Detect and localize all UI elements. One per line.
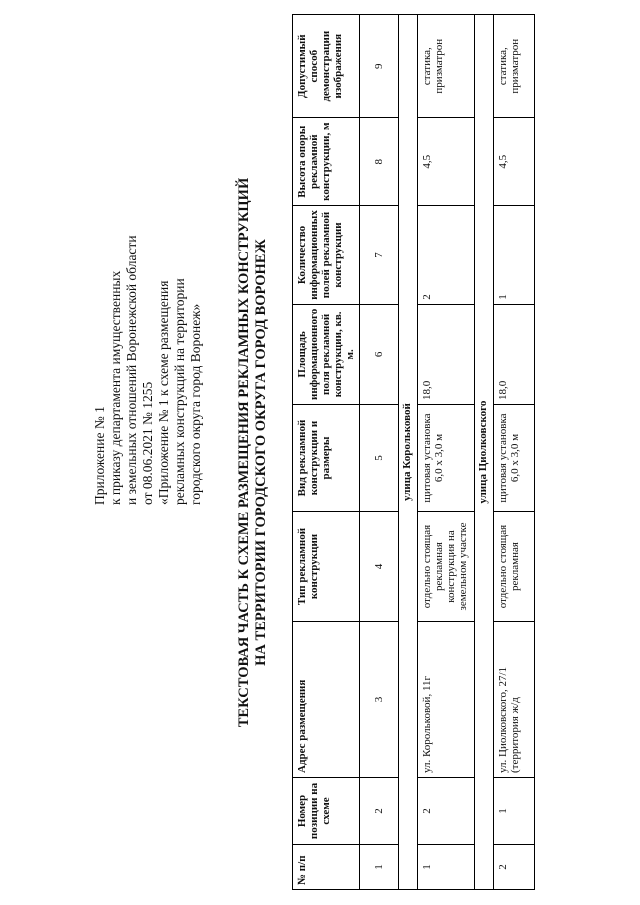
cell-type: отдельно стоящая рекламная конструкция на земельном участке	[418, 512, 475, 622]
cell-address: ул. Циолковского, 27/1 (территория ж/д	[494, 622, 535, 778]
cell-display-method: статика, призматрон	[418, 15, 475, 118]
header-cell: Вид рекламной конструкции и размеры	[293, 405, 360, 512]
cell-fields: 1	[494, 206, 535, 305]
ad-structures-table	[292, 14, 535, 890]
header-cell: Тип рекламной конструкции	[293, 512, 360, 622]
appendix-line: и земельных отношений Воронежской области	[124, 235, 139, 505]
cell-index: 2	[494, 845, 535, 890]
cell-fields: 2	[418, 206, 475, 305]
appendix-header	[92, 175, 204, 505]
cell-area: 18,0	[418, 304, 475, 404]
cell-position: 1	[494, 778, 535, 845]
street-heading: улица Корольковой	[399, 15, 418, 890]
cell-address: ул. Корольковой, 11г	[418, 622, 475, 778]
column-number: 9	[360, 15, 399, 118]
header-cell: Допустимый способ демонстрации изображения	[293, 15, 360, 118]
title-line-1: ТЕКСТОВАЯ ЧАСТЬ К СХЕМЕ РАЗМЕЩЕНИЯ РЕКЛАМНЫХ КОНСТРУКЦИЙ	[236, 177, 252, 728]
header-cell: № п/п	[293, 845, 360, 890]
column-number: 2	[360, 778, 399, 845]
column-number-row	[360, 15, 399, 890]
header-cell: Количество информационных полей рекламной конструкции	[293, 206, 360, 305]
table-row	[494, 15, 535, 890]
cell-position: 2	[418, 778, 475, 845]
column-number: 6	[360, 304, 399, 404]
cell-type: отдельно стоящая рекламная	[494, 512, 535, 622]
section-row	[399, 15, 418, 890]
cell-height: 4,5	[418, 118, 475, 206]
cell-kind: щитовая установка 6,0 х 3,0 м	[418, 405, 475, 512]
header-cell: Номер позиции на схеме	[293, 778, 360, 845]
cell-area: 18,0	[494, 304, 535, 404]
appendix-line: рекламных конструкций на территории	[172, 278, 187, 505]
table-header-row	[293, 15, 360, 890]
header-cell: Высота опоры рекламной конструкции, м	[293, 118, 360, 206]
appendix-line: «Приложение № 1 к схеме размещения	[156, 280, 171, 505]
cell-height: 4,5	[494, 118, 535, 206]
column-number: 1	[360, 845, 399, 890]
column-number: 8	[360, 118, 399, 206]
appendix-line: Приложение № 1	[92, 406, 107, 505]
document-title	[236, 0, 270, 905]
column-number: 5	[360, 405, 399, 512]
table-row	[418, 15, 475, 890]
cell-kind: щитовая установка 6,0 х 3,0 м	[494, 405, 535, 512]
header-cell: Адрес размещения	[293, 622, 360, 778]
column-number: 7	[360, 206, 399, 305]
title-line-2: НА ТЕРРИТОРИИ ГОРОДСКОГО ОКРУГА ГОРОД ВОРОНЕЖ	[253, 239, 269, 666]
header-cell: Площадь информационного поля рекламной конструкции, кв. м.	[293, 304, 360, 404]
appendix-line: городского округа город Воронеж»	[188, 303, 203, 505]
street-heading: улица Циолковского	[475, 15, 494, 890]
cell-display-method: статика, призматрон	[494, 15, 535, 118]
cell-index: 1	[418, 845, 475, 890]
appendix-line: к приказу департамента имущественных	[108, 270, 123, 505]
section-row	[475, 15, 494, 890]
appendix-line: от 08.06.2021 № 1255	[140, 381, 155, 505]
column-number: 4	[360, 512, 399, 622]
column-number: 3	[360, 622, 399, 778]
